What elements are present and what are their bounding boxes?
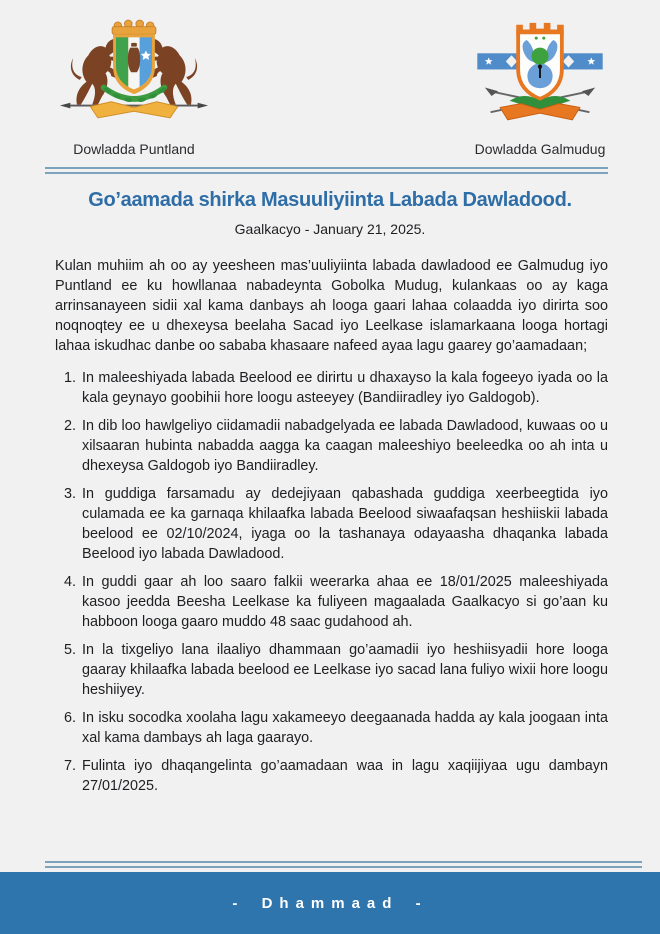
page-title: Go’aamada shirka Masuuliyiinta Labada Dawladood. [88,189,572,211]
header [0,0,660,157]
decision-item-5: 5. In la tixgeliyo lana ilaaliyo dhammaan go’aamadii iyo heshiisyadii hore looga gaaray khilaafka labada beelood ee Leelkase iyo sacad lana fuliyo wixii hore loogu heshiiyey. [80,640,608,700]
footer [0,861,660,934]
puntland-coat-of-arms-icon [58,18,210,138]
intro-paragraph: Kulan muhiim ah oo ay yeesheen mas’uuliyiinta labada dawladood ee Galmudug iyo Puntland ee ku howllanaa nabadeynta Gobolka Mudug, kulankaas oo ay kaga arrinsanayeen sidii xal kama danbays ah looga gaari lahaa colaadda iyo dirirta soo noqnoqtey ee u dhexeysa beelaha Sacad iyo Leelkase islamarkaana looga hortagi lahaa iskudhac danbe oo sababa khasaare nafeed ayaa lagu gaarey go’aamadaan; [55,258,608,355]
footer-end-label: - Dhammaad - [232,894,428,912]
dateline: Gaalkacyo - January 21, 2025. [234,221,426,237]
header-divider [45,167,608,174]
galmudug-emblem [464,18,616,157]
galmudug-emblem-label: Dowladda Galmudug [474,141,606,157]
decision-item-4: 4. In guddi gaar ah loo saaro falkii weerarka ahaa ee 18/01/2025 maleeshiyada kasoo jeedda Beesha Leelkase ka fuliyeen magaalada Gaalkacyo si go’aan ku habboon looga gaaro muddo 48 saac gudahood ah. [80,572,608,632]
decision-item-6: 6. In isku socodka xoolaha lagu xakameeyo deegaanada hadda ay kala joogaan inta xal kama dambays ah laga gaarayo. [80,708,608,748]
puntland-emblem-label: Dowladda Puntland [73,141,195,157]
decision-item-3: 3. In guddiga farsamadu ay dedejiyaan qabashada guddiga xeerbeegtida iyo culamada ee ka garnaqa khilaafka labada Beelood siwaafaqsan heshiiskii labada beelood ee 02/10/2024, iyaga oo la tashanaya odayaasha dhaqanka labada Beelood iyo labada Dawladood. [80,484,608,564]
decision-item-2: 2. In dib loo hawlgeliyo ciidamadii nabadgelyada ee labada Dawladood, kuwaas oo u xilsaaran hubinta nabadda aagga ka caagan maleeshiyo beeleedka oo ah inta u dhexeysa Galdogob iyo Bandiiradley. [80,416,608,476]
decision-list [55,368,608,796]
footer-bar [0,872,660,934]
decision-item-1: 1. In maleeshiyada labada Beelood ee dirirtu u dhaxayso la kala fogeeyo iyada oo la kala geynayo goobihii hore loogu asteeyey (Bandiiradley iyo Galdogob). [80,368,608,408]
footer-divider [45,861,642,868]
decision-item-7: 7. Fulinta iyo dhaqangelinta go’aamadaan waa in lagu xaqiijiyaa ugu dambayn 27/01/2025. [80,756,608,796]
galmudug-coat-of-arms-icon [464,18,616,138]
puntland-emblem [58,18,210,157]
